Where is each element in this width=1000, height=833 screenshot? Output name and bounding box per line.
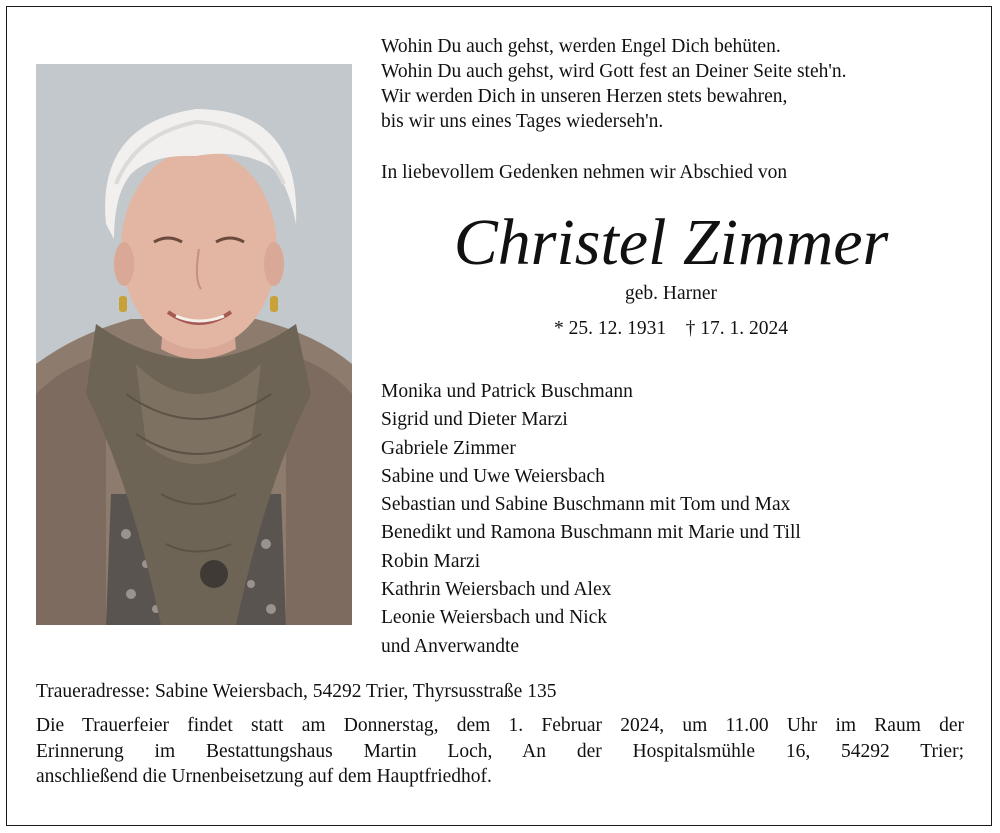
memorial-poem [381,34,961,134]
mourner-entry: Monika und Patrick Buschmann [381,381,633,402]
mourner-entry: Robin Marzi [381,550,481,572]
life-dates: * 25. 12. 1931 † 17. 1. 2024 [554,318,788,339]
poem-line: Wohin Du auch gehst, wird Gott fest an Deiner Seite steh'n. [381,61,847,82]
poem-line: Wohin Du auch gehst, werden Engel Dich behüten. [381,36,781,57]
mourner-entry: und Anverwandte [381,635,520,657]
mourner-entry: Gabriele Zimmer [381,437,516,459]
mourning-address: Traueradresse: Sabine Weiersbach, 54292 Trier, Thyrsusstraße 135 [36,681,557,702]
mourner-entry: Sebastian und Sabine Buschmann mit Tom und Max [381,494,791,516]
deceased-name: Christel Zimmer [453,206,889,279]
mourner-entry: Kathrin Weiersbach und Alex [381,579,612,601]
mourner-entry: Leonie Weiersbach und Nick [381,607,608,629]
poem-line: bis wir uns eines Tages wiederseh'n. [381,111,664,132]
mourner-entry: Sabine und Uwe Weiersbach [381,465,605,487]
poem-line: Wir werden Dich in unseren Herzen stets bewahren, [381,86,788,107]
farewell-intro: In liebevollem Gedenken nehmen wir Abschied von [381,162,788,183]
portrait-photo [36,64,352,625]
maiden-name: geb. Harner [624,283,718,304]
ceremony-line: anschließend die Urnenbeisetzung auf dem Hauptfriedhof. [36,766,492,787]
mourner-entry: Sigrid und Dieter Marzi [381,409,568,431]
ceremony-line: Erinnerung im Bestattungshaus Martin Loch, An der Hospitalsmühle 16, 54292 Trier; [36,740,964,762]
mourner-entry: Benedikt und Ramona Buschmann mit Marie und Till [381,522,801,544]
ceremony-details [36,713,964,790]
ceremony-line: Die Trauerfeier findet statt am Donnerstag, dem 1. Februar 2024, um 11.00 Uhr im Raum der [36,715,964,736]
mourners-list [381,378,801,661]
